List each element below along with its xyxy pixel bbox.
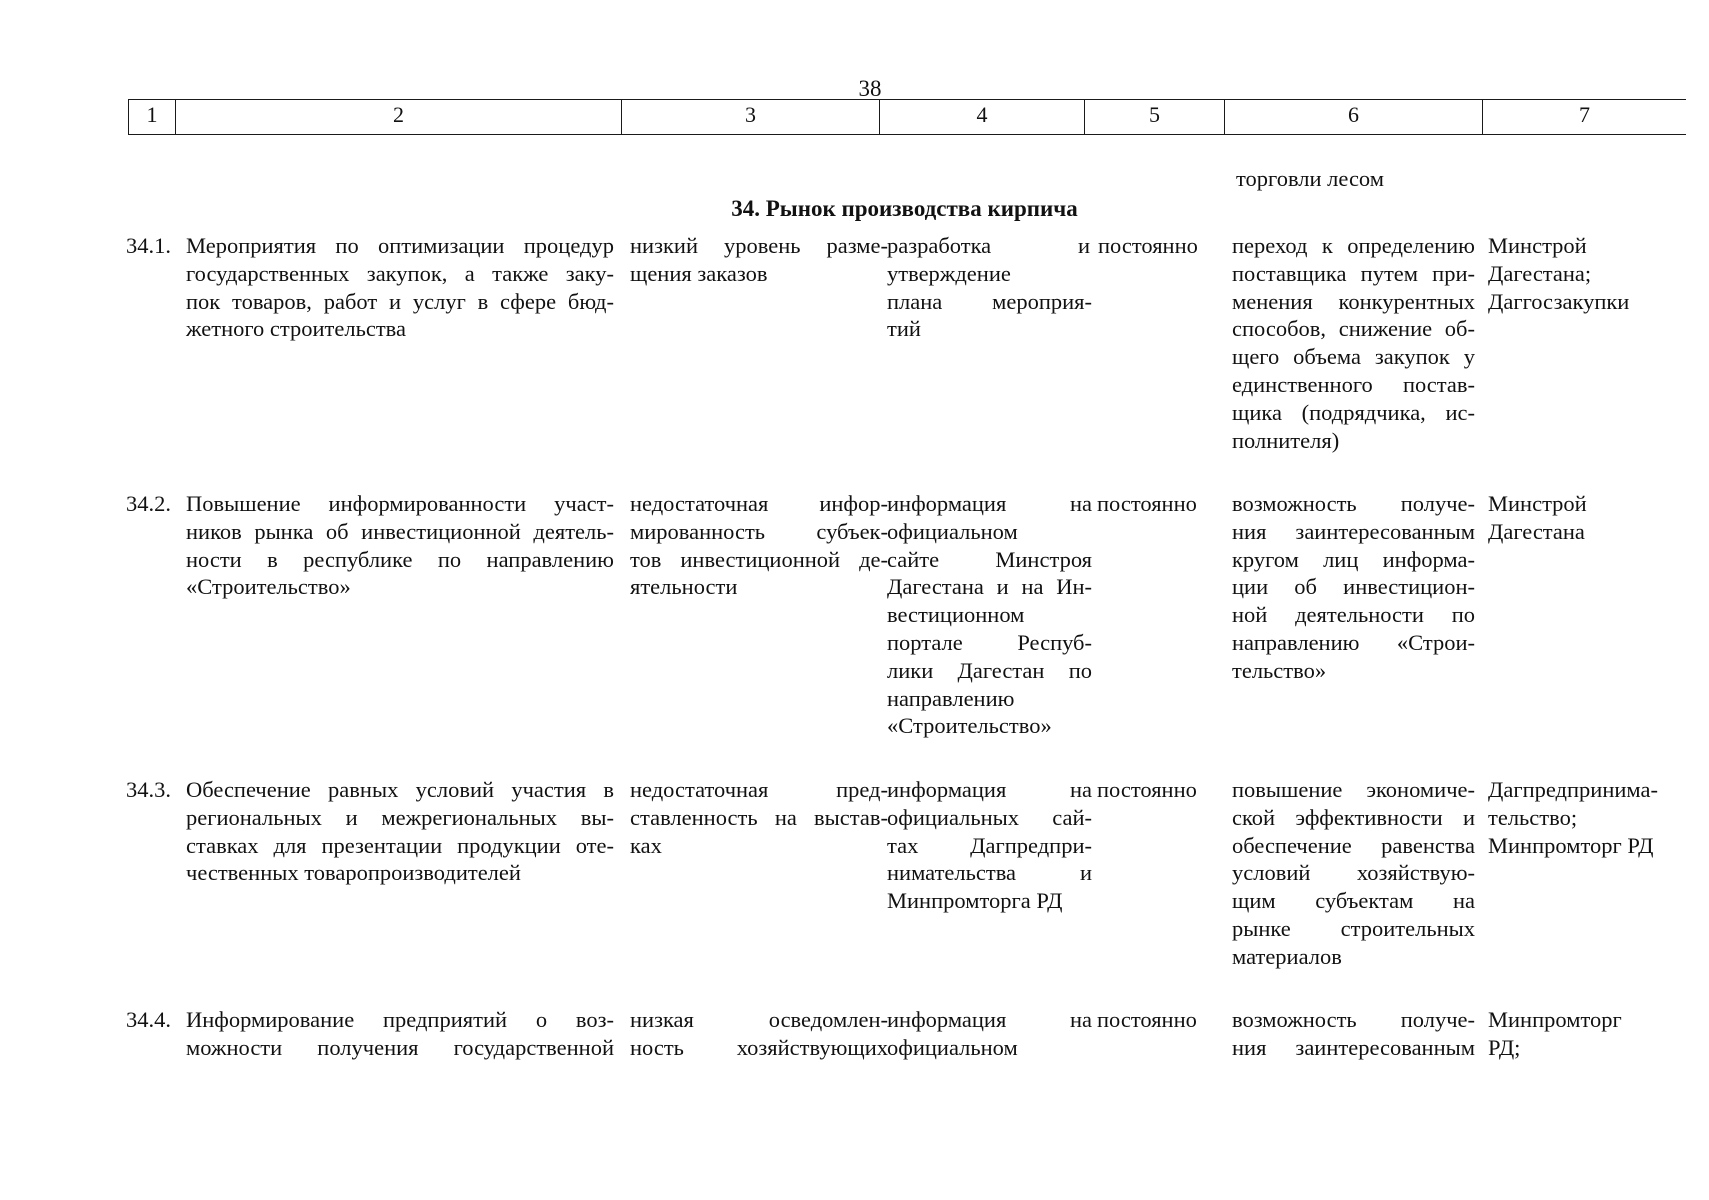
- text-line: щим субъектам на: [1232, 888, 1475, 914]
- text-line: Дагестана;: [1488, 260, 1592, 286]
- row-number: 34.2.: [126, 491, 171, 516]
- carryover-text: торговли лесом: [1236, 166, 1384, 191]
- column-number-header: [128, 99, 1686, 135]
- conjunction-text: и: [1078, 233, 1091, 258]
- text-line: ников рынка об инвестиционной деятель-: [186, 518, 614, 544]
- text-line: плана мероприя-: [887, 288, 1092, 314]
- text-line: Минпромторг: [1488, 1007, 1622, 1032]
- text-line: менения конкурентных: [1232, 288, 1475, 314]
- text-line: информация на: [887, 491, 1092, 516]
- text-line: недостаточная инфор-: [630, 491, 888, 516]
- text-line: ность хозяйствующих: [630, 1034, 888, 1060]
- text-line: поставщика путем при-: [1232, 260, 1475, 286]
- text-line: Повышение информированности участ-: [186, 491, 614, 516]
- document-cell: [887, 232, 1092, 343]
- document-cell: [887, 1006, 1092, 1062]
- result-cell: [1232, 1006, 1475, 1062]
- text-line: ставленность на выстав-: [630, 804, 888, 830]
- text-line: ках: [630, 832, 662, 858]
- text-line: ния заинтересованным: [1232, 1034, 1475, 1060]
- text-line: жетного строительства: [186, 316, 406, 342]
- text-line: рынке строительных: [1232, 915, 1475, 941]
- text-line: ния заинтересованным: [1232, 518, 1475, 544]
- text-line: Мероприятия по оптимизации процедур: [186, 233, 614, 258]
- text-line: Минстрой: [1488, 491, 1587, 516]
- text-line: щения заказов: [630, 260, 768, 286]
- row-number: 34.4.: [126, 1007, 171, 1032]
- text-line: Минстрой: [1488, 233, 1587, 258]
- measure-cell: [186, 776, 614, 887]
- text-line: возможность получе-: [1232, 1007, 1475, 1032]
- text-line: тельство»: [1232, 657, 1327, 683]
- text-line: ской эффективности и: [1232, 804, 1475, 830]
- text-line: низкая осведомлен-: [630, 1007, 888, 1032]
- term-cell: постоянно: [1097, 777, 1197, 802]
- result-cell: [1232, 490, 1475, 685]
- text-line: тов инвестиционной де-: [630, 546, 888, 572]
- text-line: недостаточная пред-: [630, 777, 888, 802]
- text-line: вестиционном: [887, 602, 1025, 628]
- text-line: переход к определению: [1232, 233, 1475, 258]
- text-line: Минпромторг РД: [1488, 832, 1654, 858]
- text-line: кругом лиц информа-: [1232, 546, 1475, 572]
- problem-cell: [630, 232, 888, 288]
- text-line: чественных товаропроизводителей: [186, 860, 521, 886]
- text-line: единственного постав-: [1232, 371, 1475, 397]
- text-line: материалов: [1232, 943, 1342, 969]
- text-line: Даггосзакупки: [1488, 288, 1630, 314]
- header-col-1: 1: [128, 100, 176, 134]
- text-line: направлению: [887, 685, 1015, 711]
- text-line: возможность получе-: [1232, 491, 1475, 516]
- text-line: мированность субъек-: [630, 518, 888, 544]
- responsible-cell: [1488, 776, 1703, 859]
- text-line: пок товаров, работ и услуг в сфере бюд-: [186, 288, 614, 314]
- text-line: официальных сай-: [887, 804, 1092, 830]
- row-number: 34.1.: [126, 233, 171, 258]
- text-line: щика (подрядчика, ис-: [1232, 399, 1475, 425]
- text-line: государственных закупок, а также заку-: [186, 260, 614, 286]
- term-cell: постоянно: [1097, 1007, 1197, 1032]
- text-line: направлению «Строи-: [1232, 629, 1475, 655]
- measure-cell: [186, 232, 614, 343]
- result-cell: [1232, 232, 1475, 454]
- text-line: РД;: [1488, 1034, 1521, 1060]
- text-line: тельство;: [1488, 804, 1578, 830]
- responsible-cell: [1488, 232, 1703, 315]
- text-line: Минпромторга РД: [887, 888, 1063, 914]
- responsible-cell: [1488, 490, 1703, 546]
- term-cell: постоянно: [1098, 233, 1198, 258]
- text-line: повышение экономиче-: [1232, 777, 1475, 802]
- text-line: ной деятельности по: [1232, 602, 1475, 628]
- text-line: «Строительство»: [186, 574, 351, 600]
- measure-cell: [186, 490, 614, 601]
- text-line: официальном: [887, 1034, 1018, 1060]
- text-line: Дагестана и на Ин-: [887, 574, 1092, 600]
- result-cell: [1232, 776, 1475, 971]
- term-cell: постоянно: [1097, 491, 1197, 516]
- text-line: нимательства и: [887, 860, 1092, 886]
- text-line: Обеспечение равных условий участия в: [186, 777, 614, 802]
- problem-cell: [630, 1006, 888, 1062]
- text-line: официальном: [887, 518, 1018, 544]
- text-line: Дагпредпринима-: [1488, 777, 1658, 802]
- text-line: тах Дагпредпри-: [887, 832, 1092, 858]
- text-line: портале Респуб-: [887, 629, 1092, 655]
- problem-cell: [630, 490, 888, 601]
- header-col-2: 2: [176, 100, 622, 134]
- text-line: условий хозяйствую-: [1232, 860, 1475, 886]
- text-line: информация на: [887, 1007, 1092, 1032]
- text-line: региональных и межрегиональных вы-: [186, 804, 614, 830]
- row-number: 34.3.: [126, 777, 171, 802]
- header-col-5: 5: [1085, 100, 1225, 134]
- text-line: Информирование предприятий о воз-: [186, 1007, 614, 1032]
- text-line: ции об инвестицион-: [1232, 574, 1475, 600]
- text-line: полнителя): [1232, 427, 1340, 453]
- text-line: «Строительство»: [887, 713, 1052, 739]
- text-line: щего объема закупок у: [1232, 344, 1475, 370]
- header-col-6: 6: [1225, 100, 1483, 134]
- text-line: лики Дагестан по: [887, 657, 1092, 683]
- page-number: 38: [858, 76, 882, 101]
- header-col-4: 4: [880, 100, 1085, 134]
- text-line: ставках для презентации продукции оте-: [186, 832, 614, 858]
- text-line: разработка: [887, 233, 992, 258]
- text-line: способов, снижение об-: [1232, 316, 1475, 342]
- text-line: низкий уровень разме-: [630, 233, 888, 258]
- text-line: утверждение: [887, 260, 1011, 286]
- section-title: 34. Рынок производства кирпича: [731, 196, 1078, 221]
- text-line: ятельности: [630, 574, 738, 600]
- measure-cell: [186, 1006, 614, 1062]
- text-line: информация на: [887, 777, 1092, 802]
- text-line: тий: [887, 316, 921, 342]
- text-line: ности в республике по направлению: [186, 546, 614, 572]
- text-line: обеспечение равенства: [1232, 832, 1475, 858]
- text-line: сайте Минстроя: [887, 546, 1092, 572]
- document-cell: [887, 490, 1092, 740]
- header-col-7: 7: [1579, 102, 1590, 127]
- text-line: можности получения государственной: [186, 1034, 614, 1060]
- problem-cell: [630, 776, 888, 859]
- responsible-cell: [1488, 1006, 1703, 1062]
- header-col-3: 3: [622, 100, 880, 134]
- document-cell: [887, 776, 1092, 915]
- text-line: Дагестана: [1488, 518, 1585, 544]
